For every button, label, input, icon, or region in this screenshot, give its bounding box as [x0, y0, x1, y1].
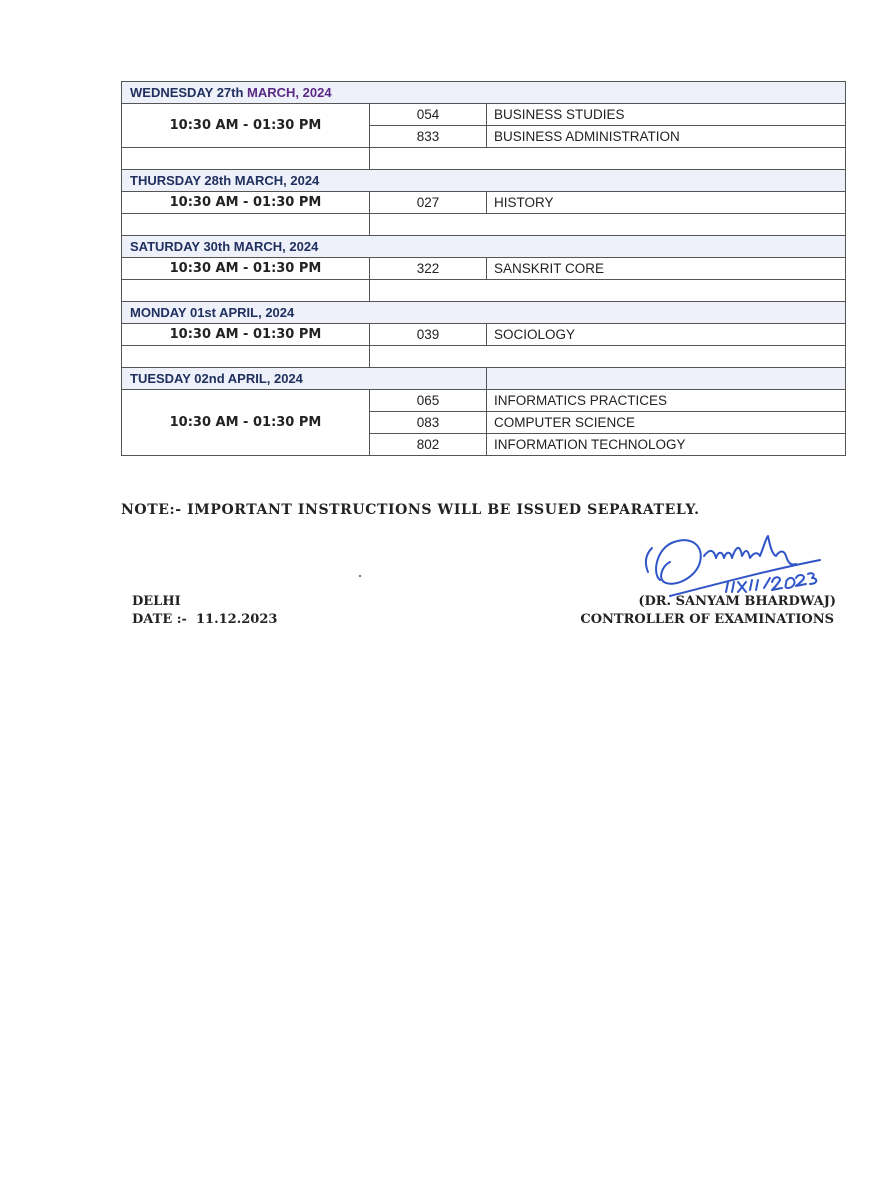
- subject-name: BUSINESS ADMINISTRATION: [487, 126, 846, 148]
- paper-row: [122, 324, 846, 346]
- subject-code: 833: [370, 126, 487, 148]
- subject-code: 054: [370, 104, 487, 126]
- subject-name: HISTORY: [487, 192, 846, 214]
- paper-row: [122, 104, 846, 126]
- date-header-row: [122, 82, 846, 104]
- exam-date: [122, 236, 846, 258]
- subject-name: INFORMATION TECHNOLOGY: [487, 434, 846, 456]
- date-header-row: [122, 302, 846, 324]
- subject-code: 083: [370, 412, 487, 434]
- exam-schedule-body: [122, 82, 846, 456]
- important-note: NOTE:- IMPORTANT INSTRUCTIONS WILL BE ISSUED SEPARATELY.: [121, 502, 700, 518]
- blank-cell: [122, 346, 370, 368]
- blank-cell: [370, 148, 846, 170]
- date-header-spacer: [487, 368, 846, 390]
- blank-cell: [122, 148, 370, 170]
- paper-row: [122, 390, 846, 412]
- exam-date-text: THURSDAY 28th MARCH, 2024: [130, 173, 320, 188]
- blank-cell: [370, 346, 846, 368]
- signatory-name: (DR. SANYAM BHARDWAJ): [638, 594, 836, 609]
- place-label: DELHI: [132, 594, 181, 609]
- exam-date: [122, 368, 487, 390]
- blank-row: [122, 214, 846, 236]
- blank-row: [122, 148, 846, 170]
- blank-cell: [122, 214, 370, 236]
- subject-name: COMPUTER SCIENCE: [487, 412, 846, 434]
- subject-code: 039: [370, 324, 487, 346]
- date-header-row: [122, 236, 846, 258]
- issue-date: DATE :- 11.12.2023: [132, 612, 278, 627]
- exam-date: [122, 302, 846, 324]
- subject-code: 065: [370, 390, 487, 412]
- blank-row: [122, 346, 846, 368]
- exam-date-text: TUESDAY 02nd APRIL, 2024: [130, 371, 303, 386]
- subject-code: 027: [370, 192, 487, 214]
- blank-row: [122, 280, 846, 302]
- exam-time: 10:30 AM - 01:30 PM: [122, 258, 370, 280]
- subject-code: 802: [370, 434, 487, 456]
- subject-name: BUSINESS STUDIES: [487, 104, 846, 126]
- paper-row: [122, 192, 846, 214]
- exam-date: [122, 170, 846, 192]
- blank-cell: [370, 214, 846, 236]
- exam-date-accent: MARCH, 2024: [247, 85, 332, 100]
- subject-name: INFORMATICS PRACTICES: [487, 390, 846, 412]
- exam-time: 10:30 AM - 01:30 PM: [122, 324, 370, 346]
- speck-mark: [359, 575, 361, 577]
- blank-cell: [122, 280, 370, 302]
- exam-date-text: MONDAY 01st APRIL, 2024: [130, 305, 295, 320]
- exam-schedule-table: [121, 81, 846, 456]
- exam-time: 10:30 AM - 01:30 PM: [122, 104, 370, 148]
- exam-time: 10:30 AM - 01:30 PM: [122, 390, 370, 456]
- blank-cell: [370, 280, 846, 302]
- exam-time: 10:30 AM - 01:30 PM: [122, 192, 370, 214]
- subject-code: 322: [370, 258, 487, 280]
- exam-date: [122, 82, 846, 104]
- exam-date-text: SATURDAY 30th MARCH, 2024: [130, 239, 319, 254]
- subject-name: SOCIOLOGY: [487, 324, 846, 346]
- signatory-title: CONTROLLER OF EXAMINATIONS: [580, 612, 834, 627]
- date-header-row: [122, 368, 846, 390]
- subject-name: SANSKRIT CORE: [487, 258, 846, 280]
- paper-row: [122, 258, 846, 280]
- exam-date-text: WEDNESDAY 27th: [130, 85, 248, 100]
- date-header-row: [122, 170, 846, 192]
